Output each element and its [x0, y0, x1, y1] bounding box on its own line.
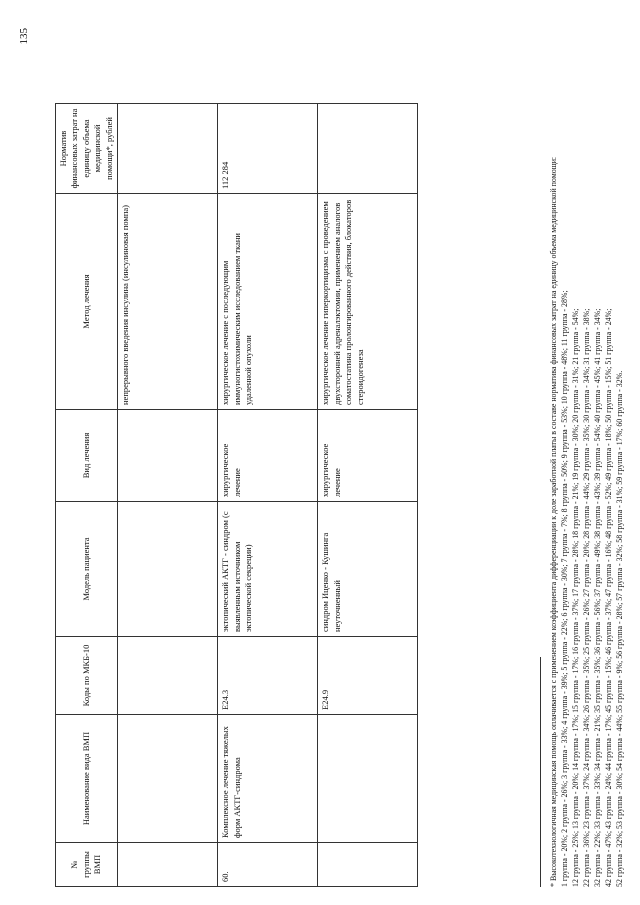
table-row — [318, 104, 418, 887]
header-cost-norm: Норматив финансовых затрат на единицу объема медицинской помощи*, рублей — [56, 104, 118, 194]
header-treatment-method: Метод лечения — [56, 194, 118, 410]
page-number: 135 — [18, 28, 30, 45]
footnote-line: 1 группа - 20%; 2 группа - 26%; 3 группа - 33%; 4 группа - 39%; 5 группа - 22%; 6 группа - 30%; 7 группа - 7%; 8 группа - 50%; 9 группа - 53%; 10 группа - 48%; 11 группа - 28%; — [560, 290, 570, 887]
cell-patient-model: эктопический АКТГ - синдром (с выявленным источником эктопической секреции) — [218, 502, 318, 637]
cell-treatment-method: непрерывного введения инсулина (инсулиновая помпа) — [118, 194, 218, 410]
header-group-number: № группы ВМП — [56, 843, 118, 887]
table-row — [118, 104, 218, 887]
cell-treatment-type — [118, 410, 218, 502]
cell-cost-norm — [318, 104, 418, 194]
cell-icd-code: E24.3 — [218, 637, 318, 715]
header-vmp-name: Наименование вида ВМП — [56, 715, 118, 843]
cell-vmp-name — [118, 715, 218, 843]
footnote-line: 52 группа - 32%; 53 группа - 30%; 54 группа - 44%; 55 группа - 9%; 56 группа - 28%; 57 группа - 32%; 58 группа - 31%; 59 группа - 17%; 60 группа - 32%. — [615, 370, 625, 887]
cell-group-number — [118, 843, 218, 887]
footnote-divider — [540, 657, 541, 887]
cell-treatment-type: хирургическое лечение — [318, 410, 418, 502]
footnote-intro — [548, 17, 559, 887]
cell-patient-model — [118, 502, 218, 637]
vmp-table — [55, 103, 418, 887]
cell-group-number: 60. — [218, 843, 318, 887]
header-icd-codes: Коды по МКБ-10 — [56, 637, 118, 715]
cell-cost-norm: 112 284 — [218, 104, 318, 194]
cell-group-number — [318, 843, 418, 887]
footnote-star: * — [549, 883, 558, 887]
cell-vmp-name: Комплексное лечение тяжелых форм АКТГ-синдрома — [218, 715, 318, 843]
footnote-line: 32 группа - 22%; 33 группа - 33%; 34 группа - 21%; 35 группа - 35%; 36 группа - 56%; 37 группа - 49%; 38 группа - 43%; 39 группа - 54%; 40 группа - 45%; 41 группа - 34%; — [593, 308, 603, 887]
footnote-intro-text: Высокотехнологичная медицинская помощь оплачивается с применением коэффициента дифференциации к доле заработной платы в составе норматива финансовых затрат на единицу объема медицинской помощи: — [549, 156, 558, 882]
table-header-row — [56, 104, 118, 887]
cell-patient-model: синдром Иценко - Кушинга неуточненный — [318, 502, 418, 637]
table-row — [218, 104, 318, 887]
cell-icd-code — [118, 637, 218, 715]
cell-vmp-name — [318, 715, 418, 843]
footnote-line: 12 группа - 25%; 13 группа - 20%; 14 группа - 17%; 15 группа - 17%; 16 группа - 37%; 17 группа - 28%; 18 группа - 21%; 19 группа - 30%; 20 группа - 31%; 21 группа - 54%; — [571, 308, 581, 887]
header-treatment-type: Вид лечения — [56, 410, 118, 502]
cell-icd-code: E24.9 — [318, 637, 418, 715]
cell-treatment-method: хирургическое лечение гиперкортицизма с проведением двухсторонней адреналэктомии, применением аналогов соматостатина пролонгированного действия, блокаторов стероидогенеза — [318, 194, 418, 410]
cell-cost-norm — [118, 104, 218, 194]
footnote — [548, 17, 625, 887]
cell-treatment-method: хирургическое лечение с последующим иммуногистохимическим исследованием ткани удаленной опухоли — [218, 194, 318, 410]
footnote-line: 22 группа - 36%; 23 группа - 37%; 24 группа - 34%; 26 группа - 35%; 25 группа - 26%; 27 группа - 20%; 28 группа - 44%; 29 группа - 35%; 30 группа - 34%; 31 группа - 38%; — [582, 308, 592, 887]
header-patient-model: Модель пациента — [56, 502, 118, 637]
cell-treatment-type: хирургическое лечение — [218, 410, 318, 502]
footnote-line: 42 группа - 47%; 43 группа - 24%; 44 группа - 17%; 45 группа - 15%; 46 группа - 37%; 47 группа - 16%; 48 группа - 52%; 49 группа - 18%; 50 группа - 15%; 51 группа - 24%; — [604, 308, 614, 887]
